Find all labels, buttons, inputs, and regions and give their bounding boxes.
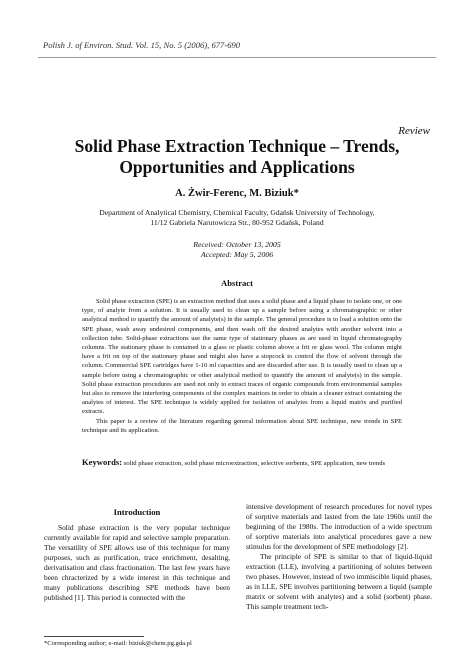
accepted-date: Accepted: May 5, 2006 <box>200 250 274 259</box>
keywords <box>82 458 402 468</box>
affiliation-line-2: 11/12 Gabriela Narutowicza Str., 80-952 Gdańsk, Poland <box>150 218 324 227</box>
footnote-divider <box>44 636 144 637</box>
article-title <box>38 136 436 178</box>
corresponding-author-footnote: *Corresponding author; e-mail: biziuk@chem.pg.gda.pl <box>44 640 192 647</box>
abstract-heading: Abstract <box>221 278 253 288</box>
title-line-2: Opportunities and Applications <box>119 157 355 177</box>
title-line-1: Solid Phase Extraction Technique – Trends, <box>74 136 400 156</box>
header-divider <box>38 57 436 58</box>
abstract-paragraph-1: Solid phase extraction (SPE) is an extraction method that uses a solid phase and a liquid phase to isolate one, or one type, of analyte from a solution. It is usually used to clean up a sample before using a chromatographic or other analytical method to quantify the amount of analyte(s) in the sample. The general procedure is to load a solution onto the SPE phase, wash away undesired components, and then wash off the desired analytes with another solvent into a collection tube. Solid-phase extractions use the same type of stationary phases as are used in liquid chromatography columns. The stationary phase is contained in a glass or plastic column above a frit or glass wool. The column might have a frit on top of the stationary phase and might also have a stopcock to control the flow of solvent through the column. Commercial SPE cartridges have 1-10 ml capacities and are discarded after use. It is usually used to clean up a sample before using a chromatographic or other analytical method to quantify the amount of analyte(s) in the sample. Solid phase extraction procedures are used not only to extract traces of organic compounds from environmental samples but also to remove the interfering components of the complex matrices in order to obtain a cleaner extract containing the analytes of interest. The SPE technique is widely applied for isolation of analytes from a liquid matrix and purified extracts. <box>82 298 402 416</box>
abstract-paragraph-2: This paper is a review of the literature regarding general information about SPE technique, new trends in SPE technique and its application. <box>82 417 402 434</box>
intro-paragraph-right-2: The principle of SPE is similar to that of liquid-liquid extraction (LLE), involving a partitioning of solutes between two phases. However, instead of two immiscible liquid phases, as in LLE, SPE involves partitioning between a liquid (sample matrix or solvent with analytes) and a solid (sorbent) phase. This sample treatment tech- <box>246 551 432 611</box>
keywords-text: solid phase extraction, solid phase microextraction, selective sorbents, SPE application, new trends <box>122 460 386 467</box>
affiliation-line-1: Department of Analytical Chemistry, Chemical Faculty, Gdańsk University of Technology, <box>99 208 375 217</box>
article-dates <box>38 240 436 260</box>
received-date: Received: October 13, 2005 <box>193 240 281 249</box>
journal-header: Polish J. of Environ. Stud. Vol. 15, No. 5 (2006), 677-690 <box>43 40 241 50</box>
abstract-body <box>82 297 402 435</box>
intro-paragraph-left: Solid phase extraction is the very popular technique currently available for rapid and selective sample preparation. The versatility of SPE allows use of this technique for many purposes, such as purification, trace enrichment, desalting, derivatisation and class fractionation. The last few years have been chracterized by a wide interest in this technique and many publications describing SPE methods have been published [1]. This period is connected with the <box>44 522 230 602</box>
keywords-label: Keywords: <box>82 457 123 467</box>
introduction-heading: Introduction <box>113 507 161 517</box>
affiliation <box>60 208 414 228</box>
intro-paragraph-right-1: intensive development of research procedures for novel types of sorptive materials and lasted from the late 1960s until the beginning of the 1980s. The introduction of a wide spectrum of sorptive materials into analytical procedures gave a new stimulus for the development of SPE methodology [2]. <box>246 502 432 551</box>
left-column <box>44 508 230 603</box>
right-column <box>246 502 432 611</box>
authors: A. Żwir-Ferenc, M. Biziuk* <box>175 188 299 199</box>
section-label: Review <box>398 125 430 137</box>
